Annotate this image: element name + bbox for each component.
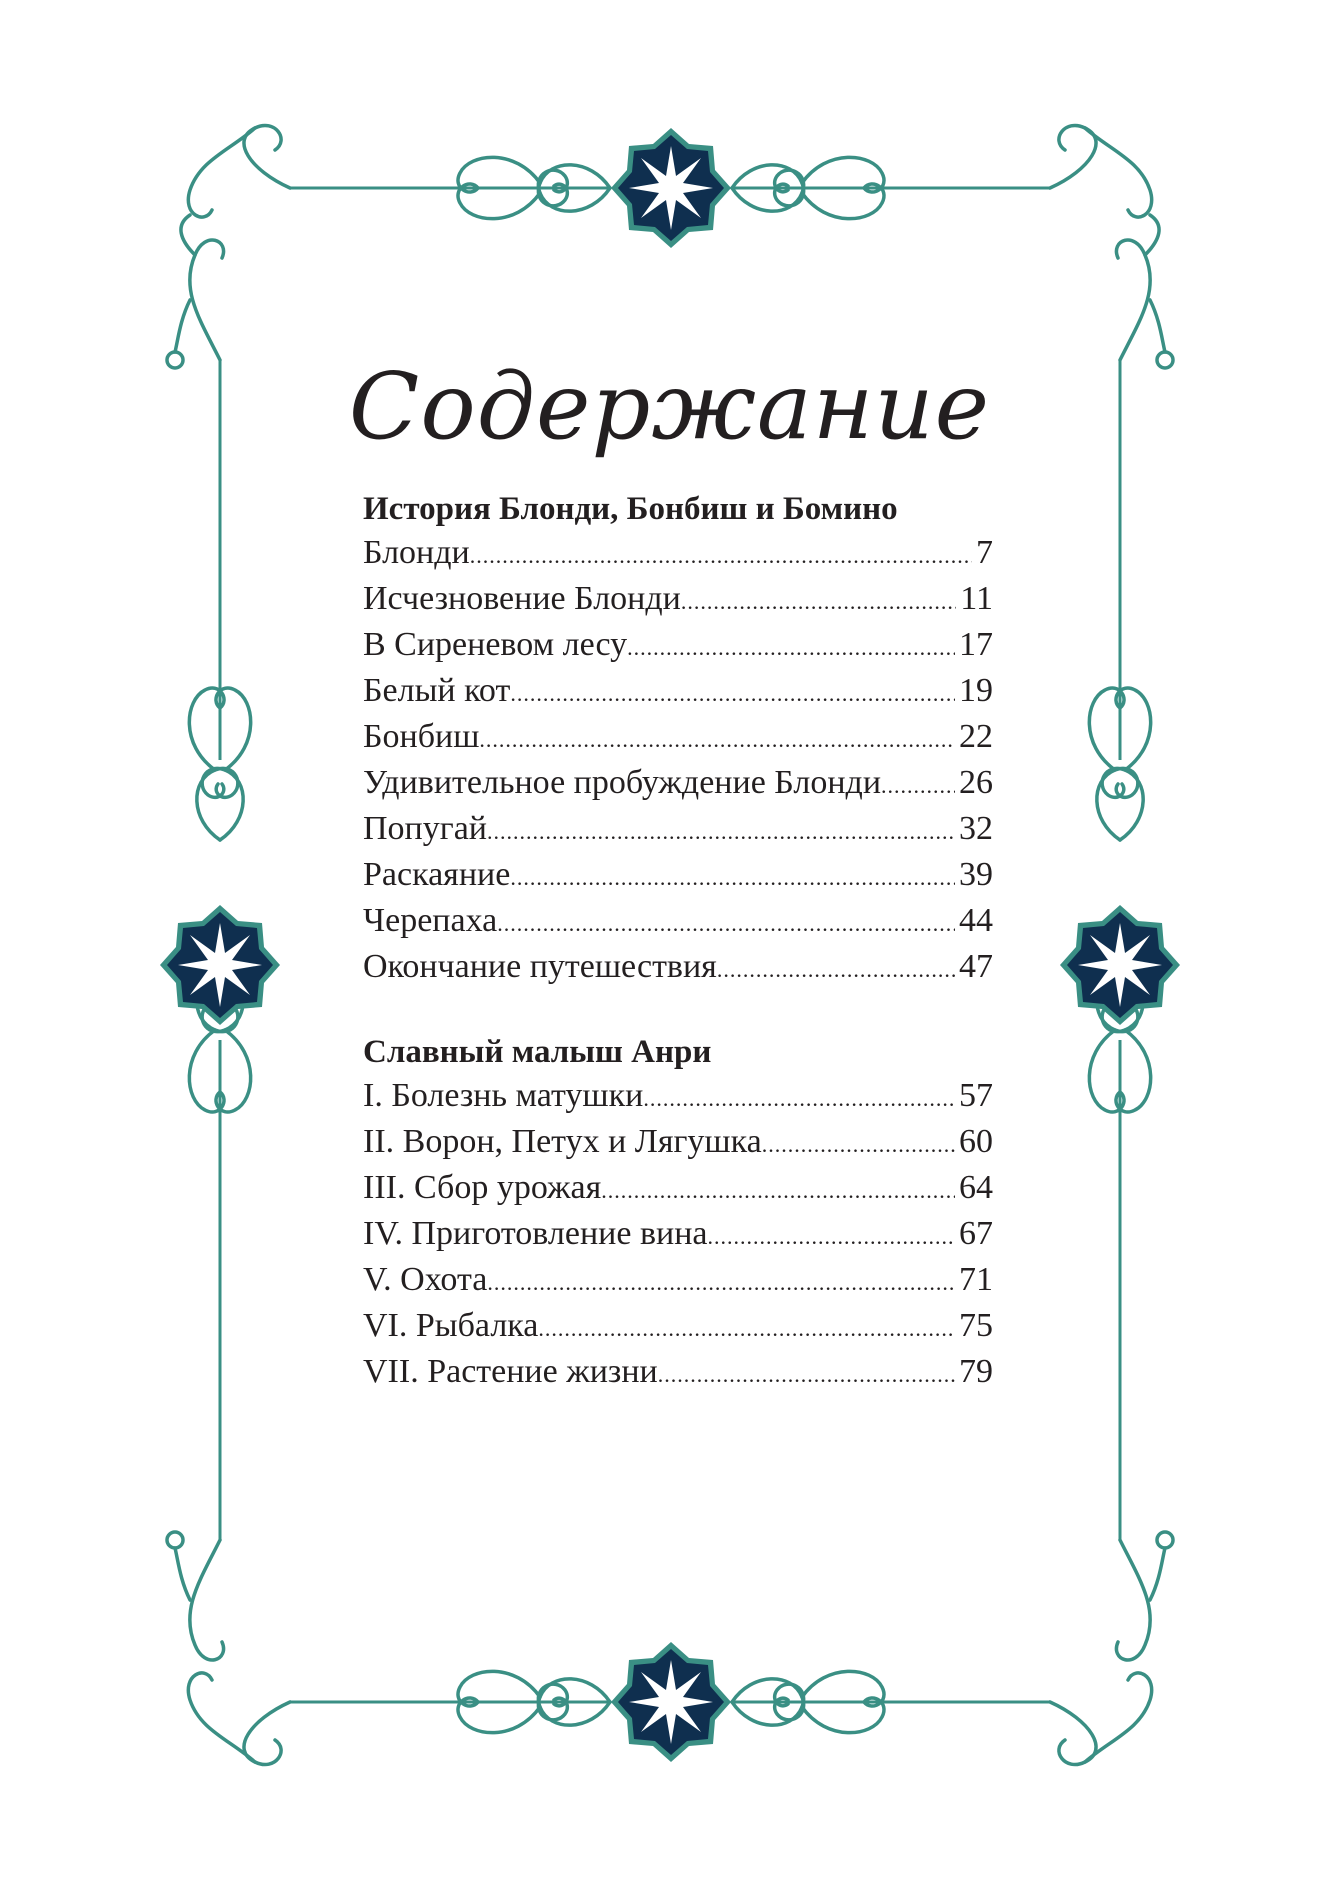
entry-label: I. Болезнь матушки: [363, 1077, 644, 1114]
entry-page: 7: [976, 534, 993, 571]
entry-label: V. Охота: [363, 1261, 488, 1298]
entry-page: 75: [959, 1307, 993, 1344]
toc-entry: [363, 761, 993, 807]
entry-label: Бонбиш: [363, 718, 480, 755]
toc-entry: [363, 945, 993, 991]
section-title: История Блонди, Бонбиш и Бомино: [363, 491, 898, 527]
toc-entry: [363, 1120, 993, 1166]
entry-page: 39: [959, 856, 993, 893]
entry-page: 17: [959, 626, 993, 663]
toc-entry: [363, 531, 993, 577]
entry-page: 44: [959, 902, 993, 939]
leader-dots: [510, 856, 955, 899]
leader-dots: [479, 718, 955, 761]
leader-dots: [497, 902, 955, 945]
entry-label: Черепаха: [363, 902, 498, 939]
toc-section: [363, 1031, 993, 1396]
entry-page: 67: [959, 1215, 993, 1252]
section-title: Славный малыш Анри: [363, 1034, 712, 1070]
leader-dots: [487, 810, 955, 853]
entry-label: Блонди: [363, 534, 470, 571]
entry-label: II. Ворон, Петух и Лягушка: [363, 1123, 762, 1160]
entry-page: 60: [959, 1123, 993, 1160]
entry-page: 11: [960, 580, 993, 617]
leader-dots: [643, 1077, 955, 1120]
entry-label: III. Сбор урожая: [363, 1169, 602, 1206]
leader-dots: [510, 672, 955, 715]
leader-dots: [538, 1307, 955, 1350]
entry-label: Попугай: [363, 810, 487, 847]
toc-entry: [363, 1258, 993, 1304]
leader-dots: [762, 1123, 955, 1166]
entry-label: Исчезновение Блонди: [363, 580, 681, 617]
entry-label: VII. Растение жизни: [363, 1353, 658, 1390]
toc-entry: [363, 807, 993, 853]
leader-dots: [658, 1353, 955, 1396]
entry-label: Удивительное пробуждение Блонди: [363, 764, 882, 801]
entry-page: 32: [959, 810, 993, 847]
leader-dots: [681, 580, 956, 623]
entry-page: 64: [959, 1169, 993, 1206]
leader-dots: [601, 1169, 955, 1212]
leader-dots: [487, 1261, 955, 1304]
leader-dots: [627, 626, 955, 669]
entry-page: 19: [959, 672, 993, 709]
toc-entry: [363, 1212, 993, 1258]
toc-entry: [363, 577, 993, 623]
toc-section: [363, 488, 993, 991]
leader-dots: [881, 764, 955, 807]
entry-page: 22: [959, 718, 993, 755]
toc-entry: [363, 1350, 993, 1396]
entry-page: 57: [959, 1077, 993, 1114]
toc-entry: [363, 899, 993, 945]
toc-entry: [363, 623, 993, 669]
entry-label: Белый кот: [363, 672, 511, 709]
toc-entry: [363, 1304, 993, 1350]
leader-dots: [717, 948, 955, 991]
entry-page: 26: [959, 764, 993, 801]
entry-page: 71: [959, 1261, 993, 1298]
entry-label: Раскаяние: [363, 856, 511, 893]
entry-label: В Сиреневом лесу: [363, 626, 628, 663]
toc-entry: [363, 715, 993, 761]
entry-label: IV. Приготовление вина: [363, 1215, 708, 1252]
entry-label: VI. Рыбалка: [363, 1307, 539, 1344]
toc-entry: [363, 1166, 993, 1212]
leader-dots: [707, 1215, 955, 1258]
toc-entry: [363, 1074, 993, 1120]
entry-label: Окончание путешествия: [363, 948, 717, 985]
page-title: Содержание: [348, 352, 991, 460]
table-of-contents: [363, 488, 993, 1396]
leader-dots: [470, 534, 972, 577]
toc-entry: [363, 669, 993, 715]
entry-page: 47: [959, 948, 993, 985]
entry-page: 79: [959, 1353, 993, 1390]
toc-entry: [363, 853, 993, 899]
